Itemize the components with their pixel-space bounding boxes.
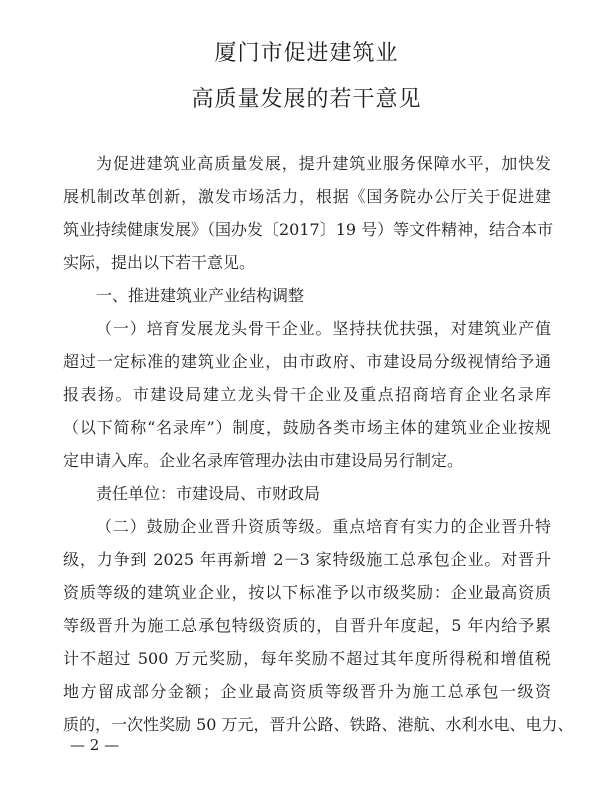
page-number: — 2 — [70, 736, 120, 754]
body-line: （一）培育发展龙头骨干企业。坚持扶优扶强，对建筑业产值 [96, 319, 551, 338]
document-title-line-2: 高质量发展的若干意见 [191, 87, 422, 112]
body-line: 等级晋升为施工总承包特级资质的，自晋升年度起，5 年内给予累 [63, 616, 551, 635]
body-line: 计不超过 500 万元奖励，每年奖励不超过其年度所得税和增值税 [63, 649, 551, 668]
body-line: 筑业持续健康发展》（国办发〔2017〕19 号）等文件精神，结合本市 [63, 220, 554, 239]
body-line: 为促进建筑业高质量发展，提升建筑业服务保障水平，加快发 [96, 154, 551, 173]
body-line: 展机制改革创新，激发市场活力，根据《国务院办公厅关于促进建 [63, 187, 551, 206]
body-line: 报表扬。市建设局建立龙头骨干企业及重点招商培育企业名录库 [63, 385, 551, 404]
body-line: 超过一定标准的建筑业企业，由市政府、市建设局分级视情给予通 [63, 352, 551, 371]
body-line: 级，力争到 2025 年再新增 2－3 家特级施工总承包企业。对晋升 [63, 550, 551, 569]
body-line: 定申请入库。企业名录库管理办法由市建设局另行制定。 [63, 451, 464, 470]
body-line: （以下简称“名录库”）制度，鼓励各类市场主体的建筑业企业按规 [63, 418, 551, 437]
body-line: 实际，提出以下若干意见。 [63, 253, 256, 272]
responsible-units: 责任单位：市建设局、市财政局 [96, 484, 321, 503]
body-line: 质的，一次性奖励 50 万元，晋升公路、铁路、港航、水利水电、电力、 [63, 715, 574, 734]
body-line: 资质等级的建筑业企业，按以下标准予以市级奖励：企业最高资质 [63, 583, 551, 602]
section-heading: 一、推进建筑业产业结构调整 [96, 286, 305, 305]
body-line: 地方留成部分金额；企业最高资质等级晋升为施工总承包一级资 [63, 682, 551, 701]
body-line: （二）鼓励企业晋升资质等级。重点培育有实力的企业晋升特 [96, 517, 551, 536]
document-title-line-1: 厦门市促进建筑业 [214, 41, 399, 66]
